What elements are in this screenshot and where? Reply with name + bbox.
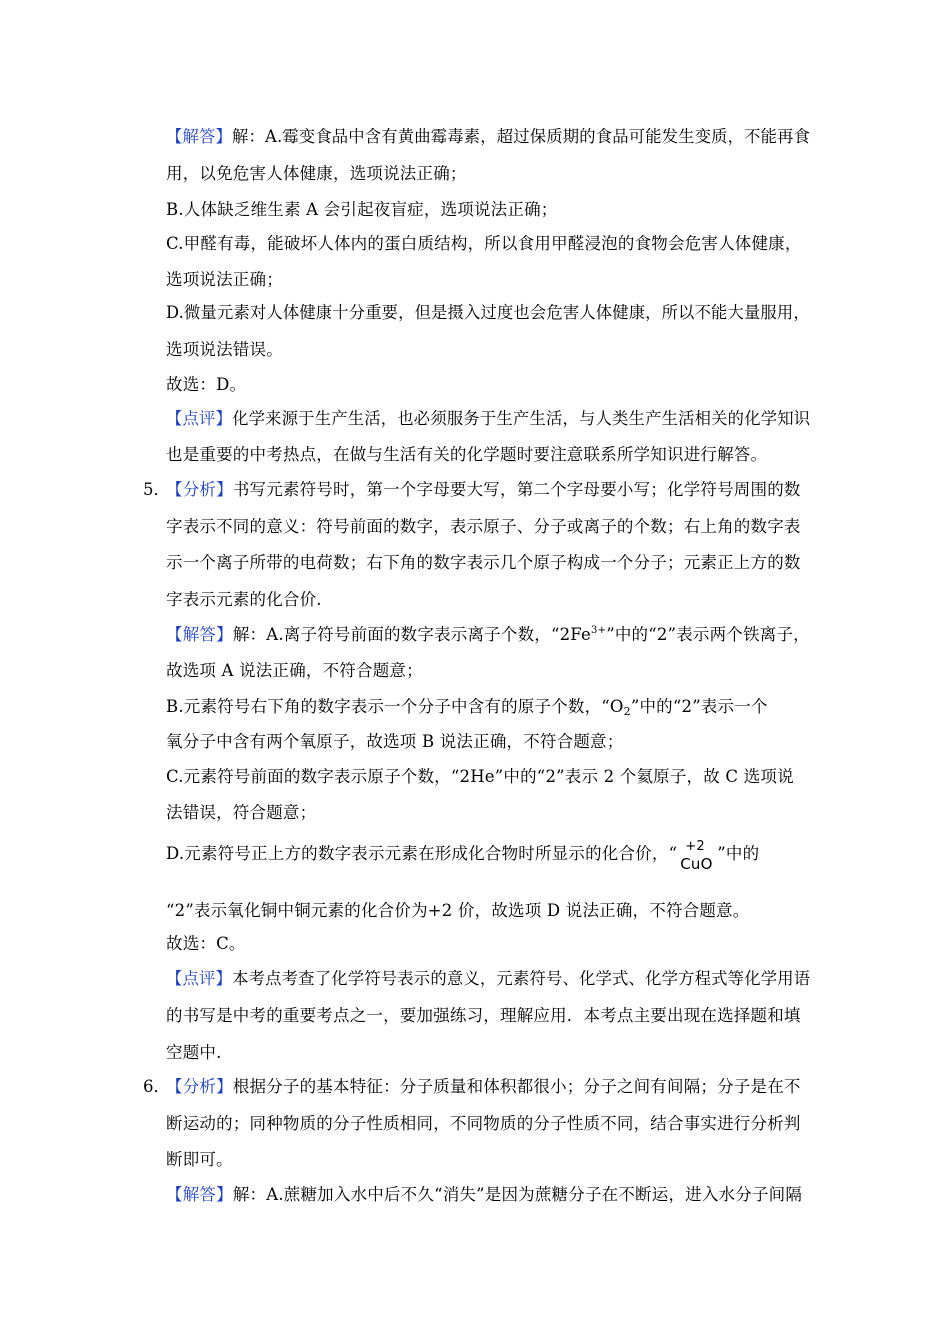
- comment-line: 空题中.: [166, 1043, 222, 1062]
- answer-line: C.甲醛有毒，能破坏人体内的蛋白质结构，所以食用甲醛浸泡的食物会危害人体健康，: [166, 234, 802, 253]
- answer-line: D.元素符号正上方的数字表示元素在形成化合物时所显示的化合价，“ +2 CuO ”中的: [166, 843, 759, 865]
- answer-tag: 【解答】: [166, 1185, 233, 1204]
- atom-count: 2: [623, 705, 631, 718]
- comment-line: 的书写是中考的重要考点之一，要加强练习，理解应用．本考点主要出现在选择题和填: [166, 1006, 801, 1025]
- answer-tag: 【解答】: [166, 625, 233, 644]
- analysis-line: 断即可。: [166, 1150, 233, 1169]
- question-number: 6．: [143, 1077, 170, 1096]
- analysis-line: 字表示不同的意义：符号前面的数字，表示原子、分子或离子的个数；右上角的数字表: [166, 517, 801, 536]
- analysis-tag: 【分析】: [166, 480, 233, 499]
- valence-formula: [677, 839, 717, 873]
- answer-line: D.微量元素对人体健康十分重要，但是摄入过度也会危害人体健康，所以不能大量服用，: [166, 303, 810, 322]
- formula-symbol: CuO: [680, 855, 713, 873]
- answer-line: 【解答】解：A.蔗糖加入水中后不久“消失”是因为蔗糖分子在不断运，进入水分子间隔: [166, 1185, 803, 1204]
- answer-line: 法错误，符合题意；: [166, 803, 317, 822]
- valence-value: +2: [685, 839, 705, 854]
- answer-tag: 【解答】: [166, 127, 232, 146]
- answer-line: “2”表示氧化铜中铜元素的化合价为+2 价，故选项 D 说法正确，不符合题意。: [166, 901, 750, 920]
- answer-line: 【解答】解：A.离子符号前面的数字表示离子个数，“$2Fe^{3+}$”中的“2”表示两个铁离子，: [166, 625, 810, 644]
- analysis-line: 示一个离子所带的电荷数；右下角的数字表示几个原子构成一个分子；元素正上方的数: [166, 553, 801, 572]
- comment-line: 【点评】本考点考查了化学符号表示的意义，元素符号、化学式、化学方程式等化学用语: [166, 969, 811, 988]
- answer-line: B.元素符号右下角的数字表示一个分子中含有的原子个数，“$O_2$”中的“2”表示一个: [166, 697, 768, 718]
- answer-line: B.人体缺乏维生素 A 会引起夜盲症，选项说法正确；: [166, 200, 558, 219]
- answer-line: 选项说法正确；: [166, 270, 283, 289]
- answer-line: 氧分子中含有两个氧原子，故选项 B 说法正确，不符合题意；: [166, 732, 624, 751]
- answer-line: 【解答】解：A.霉变食品中含有黄曲霉毒素，超过保质期的食品可能发生变质，不能再食: [166, 127, 811, 146]
- answer-line: 故选项 A 说法正确，不符合题意；: [166, 661, 423, 680]
- analysis-line: 【分析】书写元素符号时，第一个字母要大写，第二个字母要小写；化学符号周围的数: [166, 480, 801, 499]
- comment-line: 也是重要的中考热点，在做与生活有关的化学题时要注意联系所学知识进行解答。: [166, 445, 768, 464]
- analysis-tag: 【分析】: [166, 1077, 233, 1096]
- answer-line: 用，以免危害人体健康，选项说法正确；: [166, 164, 467, 183]
- comment-line: 【点评】化学来源于生产生活，也必须服务于生产生活，与人类生产生活相关的化学知识: [166, 409, 811, 428]
- question-number: 5．: [143, 480, 170, 499]
- choice-line: 故选：D。: [166, 375, 247, 394]
- analysis-line: 断运动的；同种物质的分子性质相同，不同物质的分子性质不同，结合事实进行分析判: [166, 1114, 801, 1133]
- answer-line: 选项说法错误。: [166, 340, 283, 359]
- answer-line: C.元素符号前面的数字表示原子个数，“2He”中的“2”表示 2 个氦原子，故 C 选项说: [166, 767, 794, 786]
- choice-line: 故选：C。: [166, 934, 246, 953]
- ion-charge: 3+: [591, 625, 607, 636]
- analysis-line: 字表示元素的化合价.: [166, 590, 322, 609]
- comment-tag: 【点评】: [166, 969, 233, 988]
- comment-tag: 【点评】: [166, 409, 233, 428]
- analysis-line: 【分析】根据分子的基本特征：分子质量和体积都很小；分子之间有间隔；分子是在不: [166, 1077, 801, 1096]
